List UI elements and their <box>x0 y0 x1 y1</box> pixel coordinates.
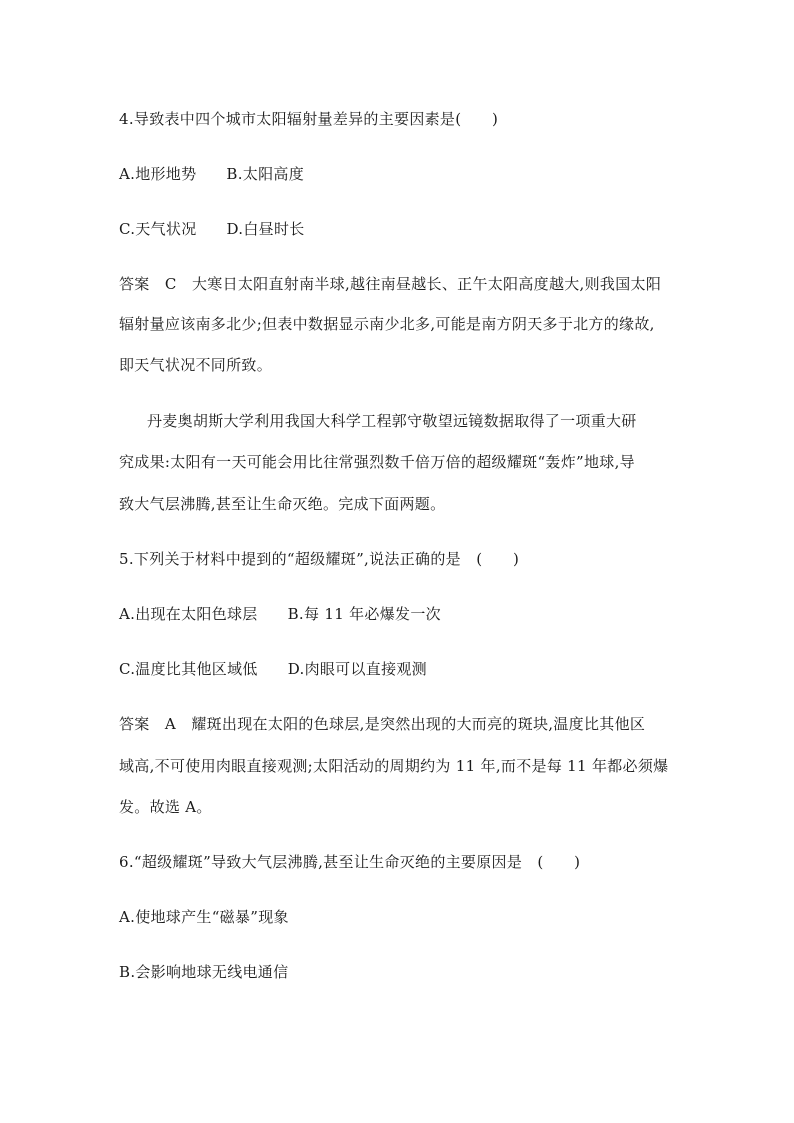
material-line-2: 究成果:太阳有一天可能会用比往常强烈数千倍万倍的超级耀斑“轰炸”地球,导 <box>119 453 635 471</box>
question-5-option-a: A.出现在太阳色球层 <box>119 605 258 623</box>
question-6-stem: 6.“超级耀斑”导致大气层沸腾,甚至让生命灭绝的主要原因是 ( ) <box>119 853 581 871</box>
material-line-3: 致大气层沸腾,甚至让生命灭绝。完成下面两题。 <box>119 495 446 513</box>
question-4-option-a: A.地形地势 <box>119 165 197 183</box>
question-4-answer-line-3: 即天气状况不同所致。 <box>119 356 273 374</box>
material-line-1: 丹麦奥胡斯大学利用我国大科学工程郭守敬望远镜数据取得了一项重大研 <box>147 412 637 430</box>
question-6-option-b: B.会影响地球无线电通信 <box>119 963 289 981</box>
question-5-option-b: B.每 11 年必爆发一次 <box>287 605 441 623</box>
question-4-options-row-2 <box>119 219 305 239</box>
question-4-option-d: D.白昼时长 <box>226 220 305 238</box>
question-6-option-a: A.使地球产生“磁暴”现象 <box>119 908 289 926</box>
question-4-option-c: C.天气状况 <box>119 220 197 238</box>
question-5-answer-line-3: 发。故选 A。 <box>119 798 212 816</box>
question-5-option-c: C.温度比其他区域低 <box>119 660 258 678</box>
question-5-options-row-2 <box>119 659 427 679</box>
question-4-option-b: B.太阳高度 <box>226 165 304 183</box>
question-4-answer-line-2: 辐射量应该南多北少;但表中数据显示南少北多,可能是南方阴天多于北方的缘故, <box>119 315 655 333</box>
question-5-answer-line-1: 答案 A 耀斑出现在太阳的色球层,是突然出现的大而亮的斑块,温度比其他区 <box>119 715 646 733</box>
question-5-options-row-1 <box>119 604 441 624</box>
question-4-stem: 4.导致表中四个城市太阳辐射量差异的主要因素是( ) <box>119 110 499 128</box>
question-4-answer-line-1: 答案 C 大寒日太阳直射南半球,越往南昼越长、正午太阳高度越大,则我国太阳 <box>119 275 662 293</box>
question-5-answer-line-2: 域高,不可使用肉眼直接观测;太阳活动的周期约为 11 年,而不是每 11 年都必须爆 <box>119 757 669 775</box>
question-5-stem: 5.下列关于材料中提到的“超级耀斑”,说法正确的是 ( ) <box>119 550 520 568</box>
question-4-options-row-1 <box>119 164 304 184</box>
question-5-option-d: D.肉眼可以直接观测 <box>287 660 427 678</box>
